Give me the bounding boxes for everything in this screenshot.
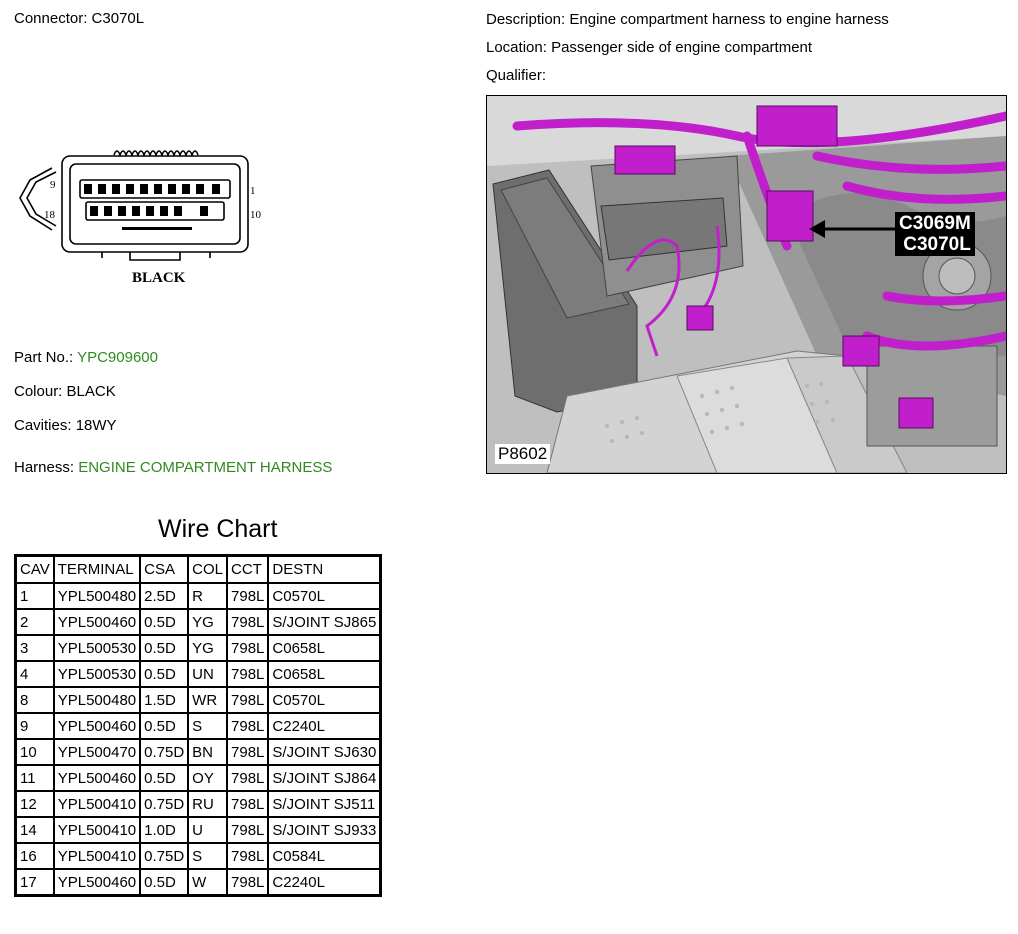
table-row: [16, 791, 381, 817]
cell-cct: 798L: [227, 609, 268, 635]
cell-cav: 1: [16, 583, 54, 609]
connector-heading: [14, 10, 144, 27]
table-row: [16, 713, 381, 739]
cell-terminal: YPL500460: [54, 713, 140, 739]
location-value: Passenger side of engine compartment: [551, 39, 813, 56]
qualifier-line: [486, 67, 546, 84]
cell-col: WR: [188, 687, 227, 713]
cell-col: RU: [188, 791, 227, 817]
engine-compartment-image: [486, 95, 1007, 474]
cell-col: R: [188, 583, 227, 609]
table-row: [16, 635, 381, 661]
cell-cav: 17: [16, 869, 54, 896]
colour-value: BLACK: [66, 383, 116, 400]
cell-destn: C0570L: [268, 583, 380, 609]
table-header-row: [16, 556, 381, 584]
cell-destn: S/JOINT SJ511: [268, 791, 380, 817]
table-row: [16, 765, 381, 791]
location-line: [486, 39, 812, 56]
cell-terminal: YPL500460: [54, 869, 140, 896]
cell-csa: 0.5D: [140, 869, 188, 896]
pin-label-1: 1: [250, 185, 256, 197]
cell-cav: 4: [16, 661, 54, 687]
cell-csa: 0.75D: [140, 739, 188, 765]
colour-line: [14, 383, 116, 400]
header-col: COL: [188, 556, 227, 584]
cell-destn: C0584L: [268, 843, 380, 869]
cell-cav: 11: [16, 765, 54, 791]
header-cct: CCT: [227, 556, 268, 584]
harness-label: Harness:: [14, 459, 75, 476]
cell-cav: 10: [16, 739, 54, 765]
table-row: [16, 739, 381, 765]
table-row: [16, 661, 381, 687]
cell-cav: 2: [16, 609, 54, 635]
cell-cct: 798L: [227, 583, 268, 609]
cell-col: BN: [188, 739, 227, 765]
cell-cav: 9: [16, 713, 54, 739]
cell-cct: 798L: [227, 817, 268, 843]
cell-csa: 0.5D: [140, 661, 188, 687]
cell-terminal: YPL500530: [54, 661, 140, 687]
cell-col: S: [188, 713, 227, 739]
cell-terminal: YPL500530: [54, 635, 140, 661]
figure-id-label: P8602: [495, 444, 550, 464]
cell-csa: 0.5D: [140, 609, 188, 635]
cell-cct: 798L: [227, 739, 268, 765]
cavities-line: [14, 417, 117, 434]
connector-id: C3070L: [91, 10, 145, 27]
cell-csa: 1.0D: [140, 817, 188, 843]
cell-csa: 0.5D: [140, 713, 188, 739]
callout-line-c3069m: C3069M: [899, 213, 971, 234]
cell-col: S: [188, 843, 227, 869]
cell-cct: 798L: [227, 661, 268, 687]
cell-csa: 0.75D: [140, 791, 188, 817]
cell-col: UN: [188, 661, 227, 687]
cell-csa: 1.5D: [140, 687, 188, 713]
harness-link[interactable]: ENGINE COMPARTMENT HARNESS: [78, 459, 333, 476]
cell-cct: 798L: [227, 869, 268, 896]
header-cav: CAV: [16, 556, 54, 584]
connector-color-caption: BLACK: [132, 270, 186, 286]
description-line: [486, 11, 889, 28]
cell-destn: S/JOINT SJ933: [268, 817, 380, 843]
connector-face-diagram: [14, 140, 276, 290]
cell-destn: S/JOINT SJ630: [268, 739, 380, 765]
qualifier-label: Qualifier:: [486, 67, 547, 84]
cell-terminal: YPL500480: [54, 687, 140, 713]
part-number-link[interactable]: YPC909600: [77, 349, 158, 366]
cell-terminal: YPL500480: [54, 583, 140, 609]
cell-destn: C0570L: [268, 687, 380, 713]
cell-cct: 798L: [227, 843, 268, 869]
cell-terminal: YPL500410: [54, 817, 140, 843]
cell-col: YG: [188, 635, 227, 661]
header-destn: DESTN: [268, 556, 380, 584]
cell-destn: C0658L: [268, 635, 380, 661]
cell-cct: 798L: [227, 791, 268, 817]
cell-cav: 14: [16, 817, 54, 843]
cell-terminal: YPL500410: [54, 843, 140, 869]
part-number-line: [14, 349, 158, 366]
connector-label: Connector:: [14, 10, 88, 27]
cell-terminal: YPL500410: [54, 791, 140, 817]
wire-chart-table: [14, 554, 382, 897]
table-row: [16, 869, 381, 896]
description-label: Description:: [486, 11, 566, 28]
table-row: [16, 609, 381, 635]
pin-label-9: 9: [50, 179, 56, 191]
cell-cav: 3: [16, 635, 54, 661]
cell-cct: 798L: [227, 635, 268, 661]
cell-cav: 8: [16, 687, 54, 713]
cavities-label: Cavities:: [14, 417, 72, 434]
callout-line-c3070l: C3070L: [903, 234, 971, 255]
table-row: [16, 687, 381, 713]
cavities-value: 18WY: [75, 417, 117, 434]
description-value: Engine compartment harness to engine harness: [569, 11, 889, 28]
harness-line: [14, 459, 332, 476]
cell-col: OY: [188, 765, 227, 791]
cell-terminal: YPL500470: [54, 739, 140, 765]
cell-csa: 0.5D: [140, 635, 188, 661]
cell-csa: 0.75D: [140, 843, 188, 869]
cell-col: U: [188, 817, 227, 843]
cell-destn: C0658L: [268, 661, 380, 687]
cell-csa: 0.5D: [140, 765, 188, 791]
cell-col: W: [188, 869, 227, 896]
table-row: [16, 843, 381, 869]
cell-cav: 12: [16, 791, 54, 817]
pin-label-18: 18: [44, 209, 55, 221]
connector-callout-label: [895, 212, 975, 256]
table-row: [16, 583, 381, 609]
cell-cav: 16: [16, 843, 54, 869]
cell-destn: C2240L: [268, 713, 380, 739]
cell-terminal: YPL500460: [54, 609, 140, 635]
cell-destn: C2240L: [268, 869, 380, 896]
cell-terminal: YPL500460: [54, 765, 140, 791]
cell-destn: S/JOINT SJ865: [268, 609, 380, 635]
header-csa: CSA: [140, 556, 188, 584]
cell-col: YG: [188, 609, 227, 635]
wire-chart-title: Wire Chart: [158, 515, 278, 543]
cell-cct: 798L: [227, 713, 268, 739]
cell-cct: 798L: [227, 687, 268, 713]
colour-label: Colour:: [14, 383, 63, 400]
cell-csa: 2.5D: [140, 583, 188, 609]
table-row: [16, 817, 381, 843]
location-label: Location:: [486, 39, 547, 56]
pin-label-10: 10: [250, 209, 261, 221]
header-terminal: TERMINAL: [54, 556, 140, 584]
cell-destn: S/JOINT SJ864: [268, 765, 380, 791]
part-number-label: Part No.:: [14, 349, 74, 366]
cell-cct: 798L: [227, 765, 268, 791]
